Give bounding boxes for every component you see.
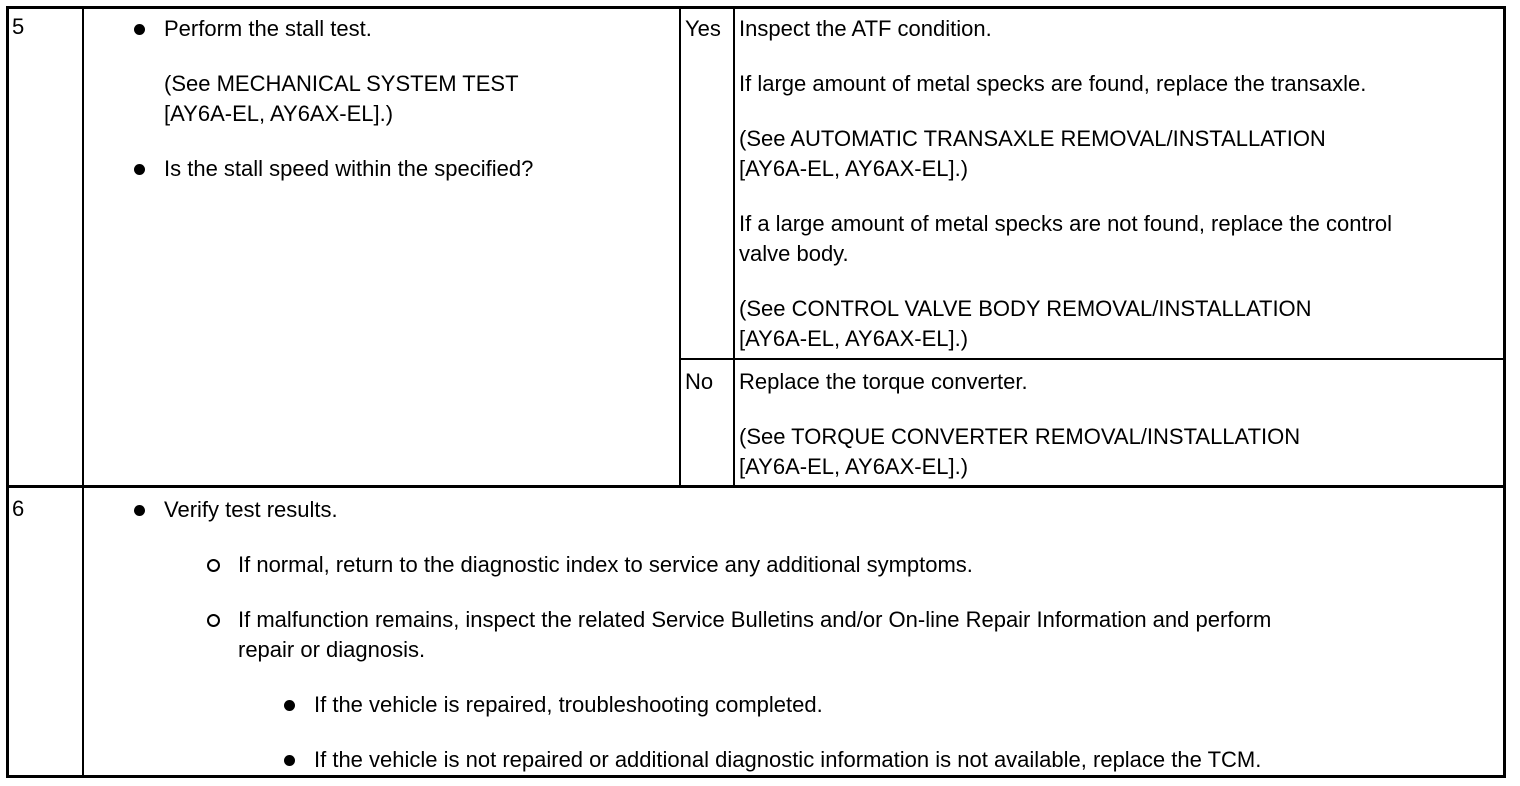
result-yes-label: Yes: [685, 16, 721, 41]
step6-sub-malfunction-line-1: If malfunction remains, inspect the related Service Bulletins and/or On-line Repair Information and perform: [238, 607, 1272, 632]
step6-action-verify-results: Verify test results.: [164, 497, 338, 522]
yes-action-line-6: valve body.: [739, 241, 849, 266]
step5-action-check-stall-speed: Is the stall speed within the specified?: [164, 156, 534, 181]
step6-repaired: If the vehicle is repaired, troubleshooting completed.: [314, 692, 823, 717]
yes-action-line-2: If large amount of metal specks are found, replace the transaxle.: [739, 71, 1367, 96]
bullet-icon: [134, 24, 145, 35]
no-action-line-2: (See TORQUE CONVERTER REMOVAL/INSTALLATION: [739, 424, 1301, 449]
yes-action-line-7: (See CONTROL VALVE BODY REMOVAL/INSTALLATION: [739, 296, 1312, 321]
bullet-icon: [134, 164, 145, 175]
sub-bullet-icon: [207, 614, 220, 627]
step-number-5: 5: [12, 14, 25, 39]
no-action-line-1: Replace the torque converter.: [739, 369, 1028, 394]
sub-bullet-icon: [207, 559, 220, 572]
step-column-divider: [82, 9, 84, 775]
yes-action-line-3: (See AUTOMATIC TRANSAXLE REMOVAL/INSTALLATION: [739, 126, 1326, 151]
step6-sub-malfunction-line-2: repair or diagnosis.: [238, 637, 426, 662]
troubleshooting-table: [6, 6, 1506, 778]
step5-reference-line-2: [AY6A-EL, AY6AX-EL].): [164, 101, 394, 126]
no-action-line-3: [AY6A-EL, AY6AX-EL].): [739, 454, 969, 479]
step5-reference-line-1: (See MECHANICAL SYSTEM TEST: [164, 71, 519, 96]
step6-not-repaired: If the vehicle is not repaired or additional diagnostic information is not available, replace the TCM.: [314, 747, 1262, 772]
row-divider: [9, 485, 1503, 488]
result-no-label: No: [685, 369, 714, 394]
bullet-icon: [284, 700, 295, 711]
yes-action-line-5: If a large amount of metal specks are not found, replace the control: [739, 211, 1393, 236]
yes-action-line-8: [AY6A-EL, AY6AX-EL].): [739, 326, 969, 351]
yes-action-line-4: [AY6A-EL, AY6AX-EL].): [739, 156, 969, 181]
bullet-icon: [134, 505, 145, 516]
step-number-6: 6: [12, 496, 25, 521]
yes-no-divider: [679, 358, 1503, 360]
step5-action-perform-stall-test: Perform the stall test.: [164, 16, 372, 41]
yes-action-line-1: Inspect the ATF condition.: [739, 16, 992, 41]
step6-sub-normal: If normal, return to the diagnostic index to service any additional symptoms.: [238, 552, 973, 577]
result-column-divider: [679, 9, 681, 485]
action-column-divider: [733, 9, 735, 485]
bullet-icon: [284, 755, 295, 766]
